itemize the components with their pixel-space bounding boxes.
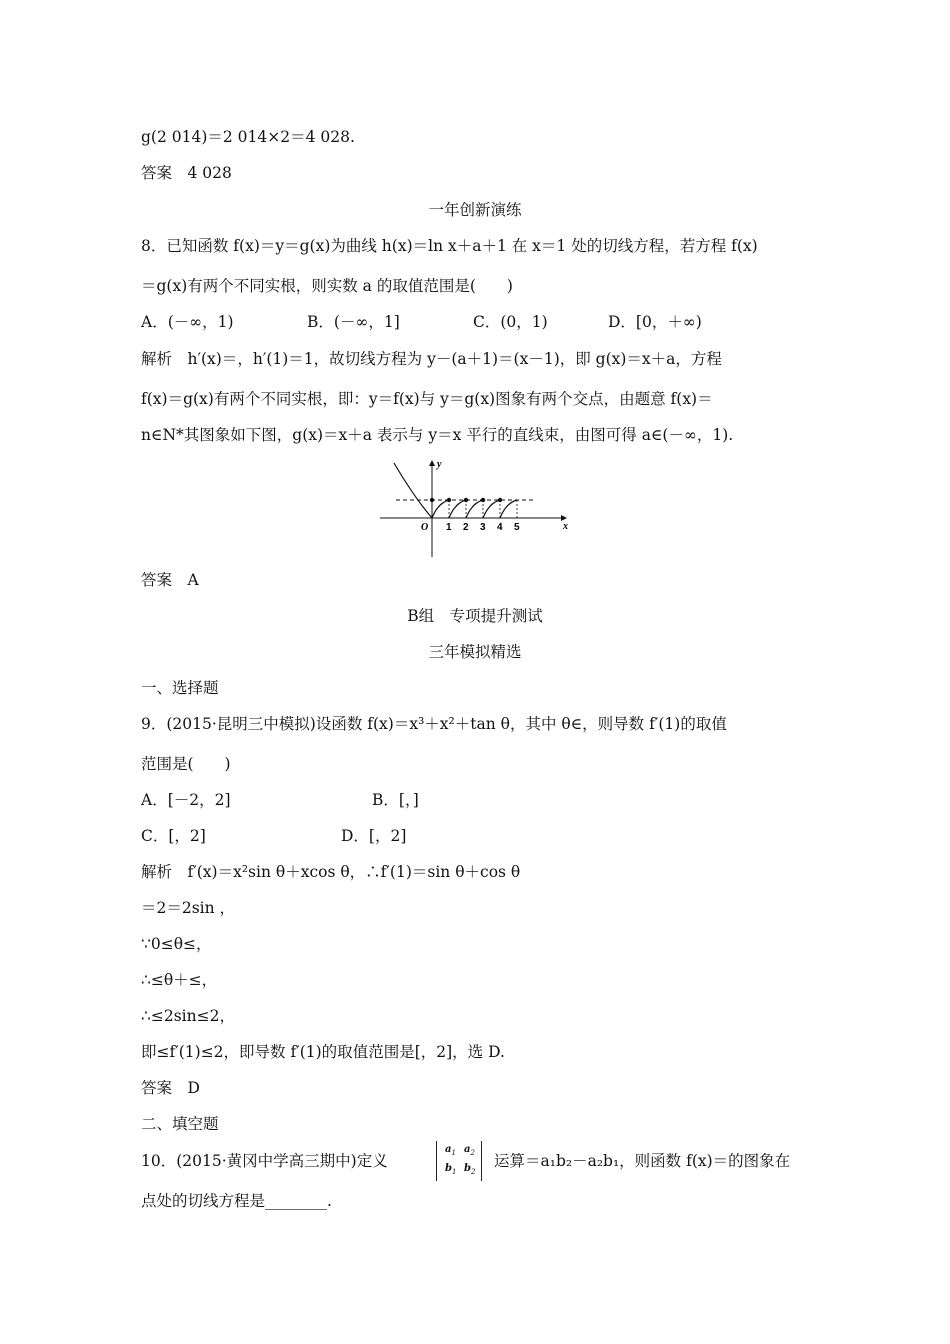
curve-segment	[432, 500, 449, 518]
curve-segment	[500, 500, 517, 518]
answer-8: 答案 A	[141, 571, 199, 589]
part-heading-fill: 二、填空题	[141, 1115, 219, 1133]
tick-label: 5	[514, 522, 520, 533]
function-graph-figure	[376, 457, 576, 561]
q8-option-c: C．(0，1)	[473, 313, 548, 331]
point	[430, 498, 434, 502]
det-a1: a	[445, 1144, 452, 1155]
solution-9-line-6: 即≤f′(1)≤2，即导数 f′(1)的取值范围是[，2]，选 D.	[141, 1043, 505, 1061]
question-8-line-1: 8．已知函数 f(x)＝y＝g(x)为曲线 h(x)＝ln x＋a＋1 在 x＝1 处的切线方程，若方程 f(x)	[141, 237, 758, 255]
det-a2: a	[464, 1144, 471, 1155]
curve-left	[394, 463, 432, 518]
section-heading-2: 三年模拟精选	[428, 643, 522, 661]
solution-8-line-2: f(x)＝g(x)有两个不同实根，即：y＝f(x)与 y＝g(x)图象有两个交点，由题意 f(x)＝	[141, 390, 713, 408]
question-9-line-2: 范围是( )	[141, 755, 231, 773]
line-1: g(2 014)＝2 014×2＝4 028.	[141, 128, 355, 146]
solution-9-line-1: 解析 f′(x)＝x²sin θ＋xcos θ，∴f′(1)＝sin θ＋cos θ	[141, 863, 521, 881]
point	[481, 498, 485, 502]
solution-9-line-5: ∴≤2sin≤2，	[141, 1007, 235, 1025]
solution-9-line-4: ∴≤θ＋≤，	[141, 971, 218, 989]
q9-option-d: D．[，2]	[341, 827, 407, 845]
point	[464, 498, 468, 502]
q8-option-d: D．[0，＋∞)	[608, 313, 702, 331]
solution-8-line-1: 解析 h′(x)＝，h′(1)＝1，故切线方程为 y－(a＋1)＝(x－1)，即 g(x)＝x＋a，方程	[141, 350, 722, 368]
tick-label: 2	[463, 522, 469, 533]
tick-label: 3	[480, 522, 486, 533]
solution-9-line-2: ＝2＝2sin ，	[141, 899, 236, 917]
part-heading-choice: 一、选择题	[141, 679, 219, 697]
question-8-line-2: ＝g(x)有两个不同实根，则实数 a 的取值范围是( )	[141, 277, 513, 295]
det-b2: b	[464, 1163, 471, 1174]
question-10-line-1a: 10．(2015·黄冈中学高三期中)定义	[141, 1152, 388, 1170]
question-10-line-2: 点处的切线方程是________.	[141, 1192, 332, 1210]
group-heading: B组 专项提升测试	[407, 607, 543, 625]
q9-option-b: B．[，]	[372, 791, 419, 809]
answer-7: 答案 4 028	[141, 164, 232, 182]
q9-option-a: A．[－2，2]	[141, 791, 231, 809]
solution-9-line-3: ∵0≤θ≤，	[141, 935, 212, 953]
det-b1: b	[445, 1163, 452, 1174]
curve-segment	[466, 500, 483, 518]
answer-9: 答案 D	[141, 1079, 200, 1097]
curve-segment	[483, 500, 500, 518]
point	[498, 498, 502, 502]
q9-option-c: C．[，2]	[141, 827, 206, 845]
x-axis-label: x	[563, 521, 568, 532]
determinant-symbol: $a_1$ $a_2$ $b_1$ $b_2$	[436, 1141, 482, 1181]
curve-segment	[449, 500, 466, 518]
solution-8-line-3: n∈N*其图象如下图，g(x)＝x＋a 表示与 y＝x 平行的直线束，由图可得 a∈(－∞，1).	[141, 426, 734, 444]
origin-label: O	[421, 522, 429, 533]
point	[447, 498, 451, 502]
tick-label: 1	[446, 522, 452, 533]
question-9-line-1: 9．(2015·昆明三中模拟)设函数 f(x)＝x³＋x²＋tan θ，其中 θ∈，则导数 f′(1)的取值	[141, 715, 727, 733]
q8-option-b: B．(－∞，1]	[307, 313, 400, 331]
tick-label: 4	[497, 522, 503, 533]
question-10-line-1b: 运算＝a₁b₂－a₂b₁，则函数 f(x)＝的图象在	[494, 1152, 791, 1170]
q8-option-a: A．(－∞，1)	[141, 313, 234, 331]
section-heading-1: 一年创新演练	[428, 201, 522, 219]
y-axis-label: y	[437, 459, 442, 470]
